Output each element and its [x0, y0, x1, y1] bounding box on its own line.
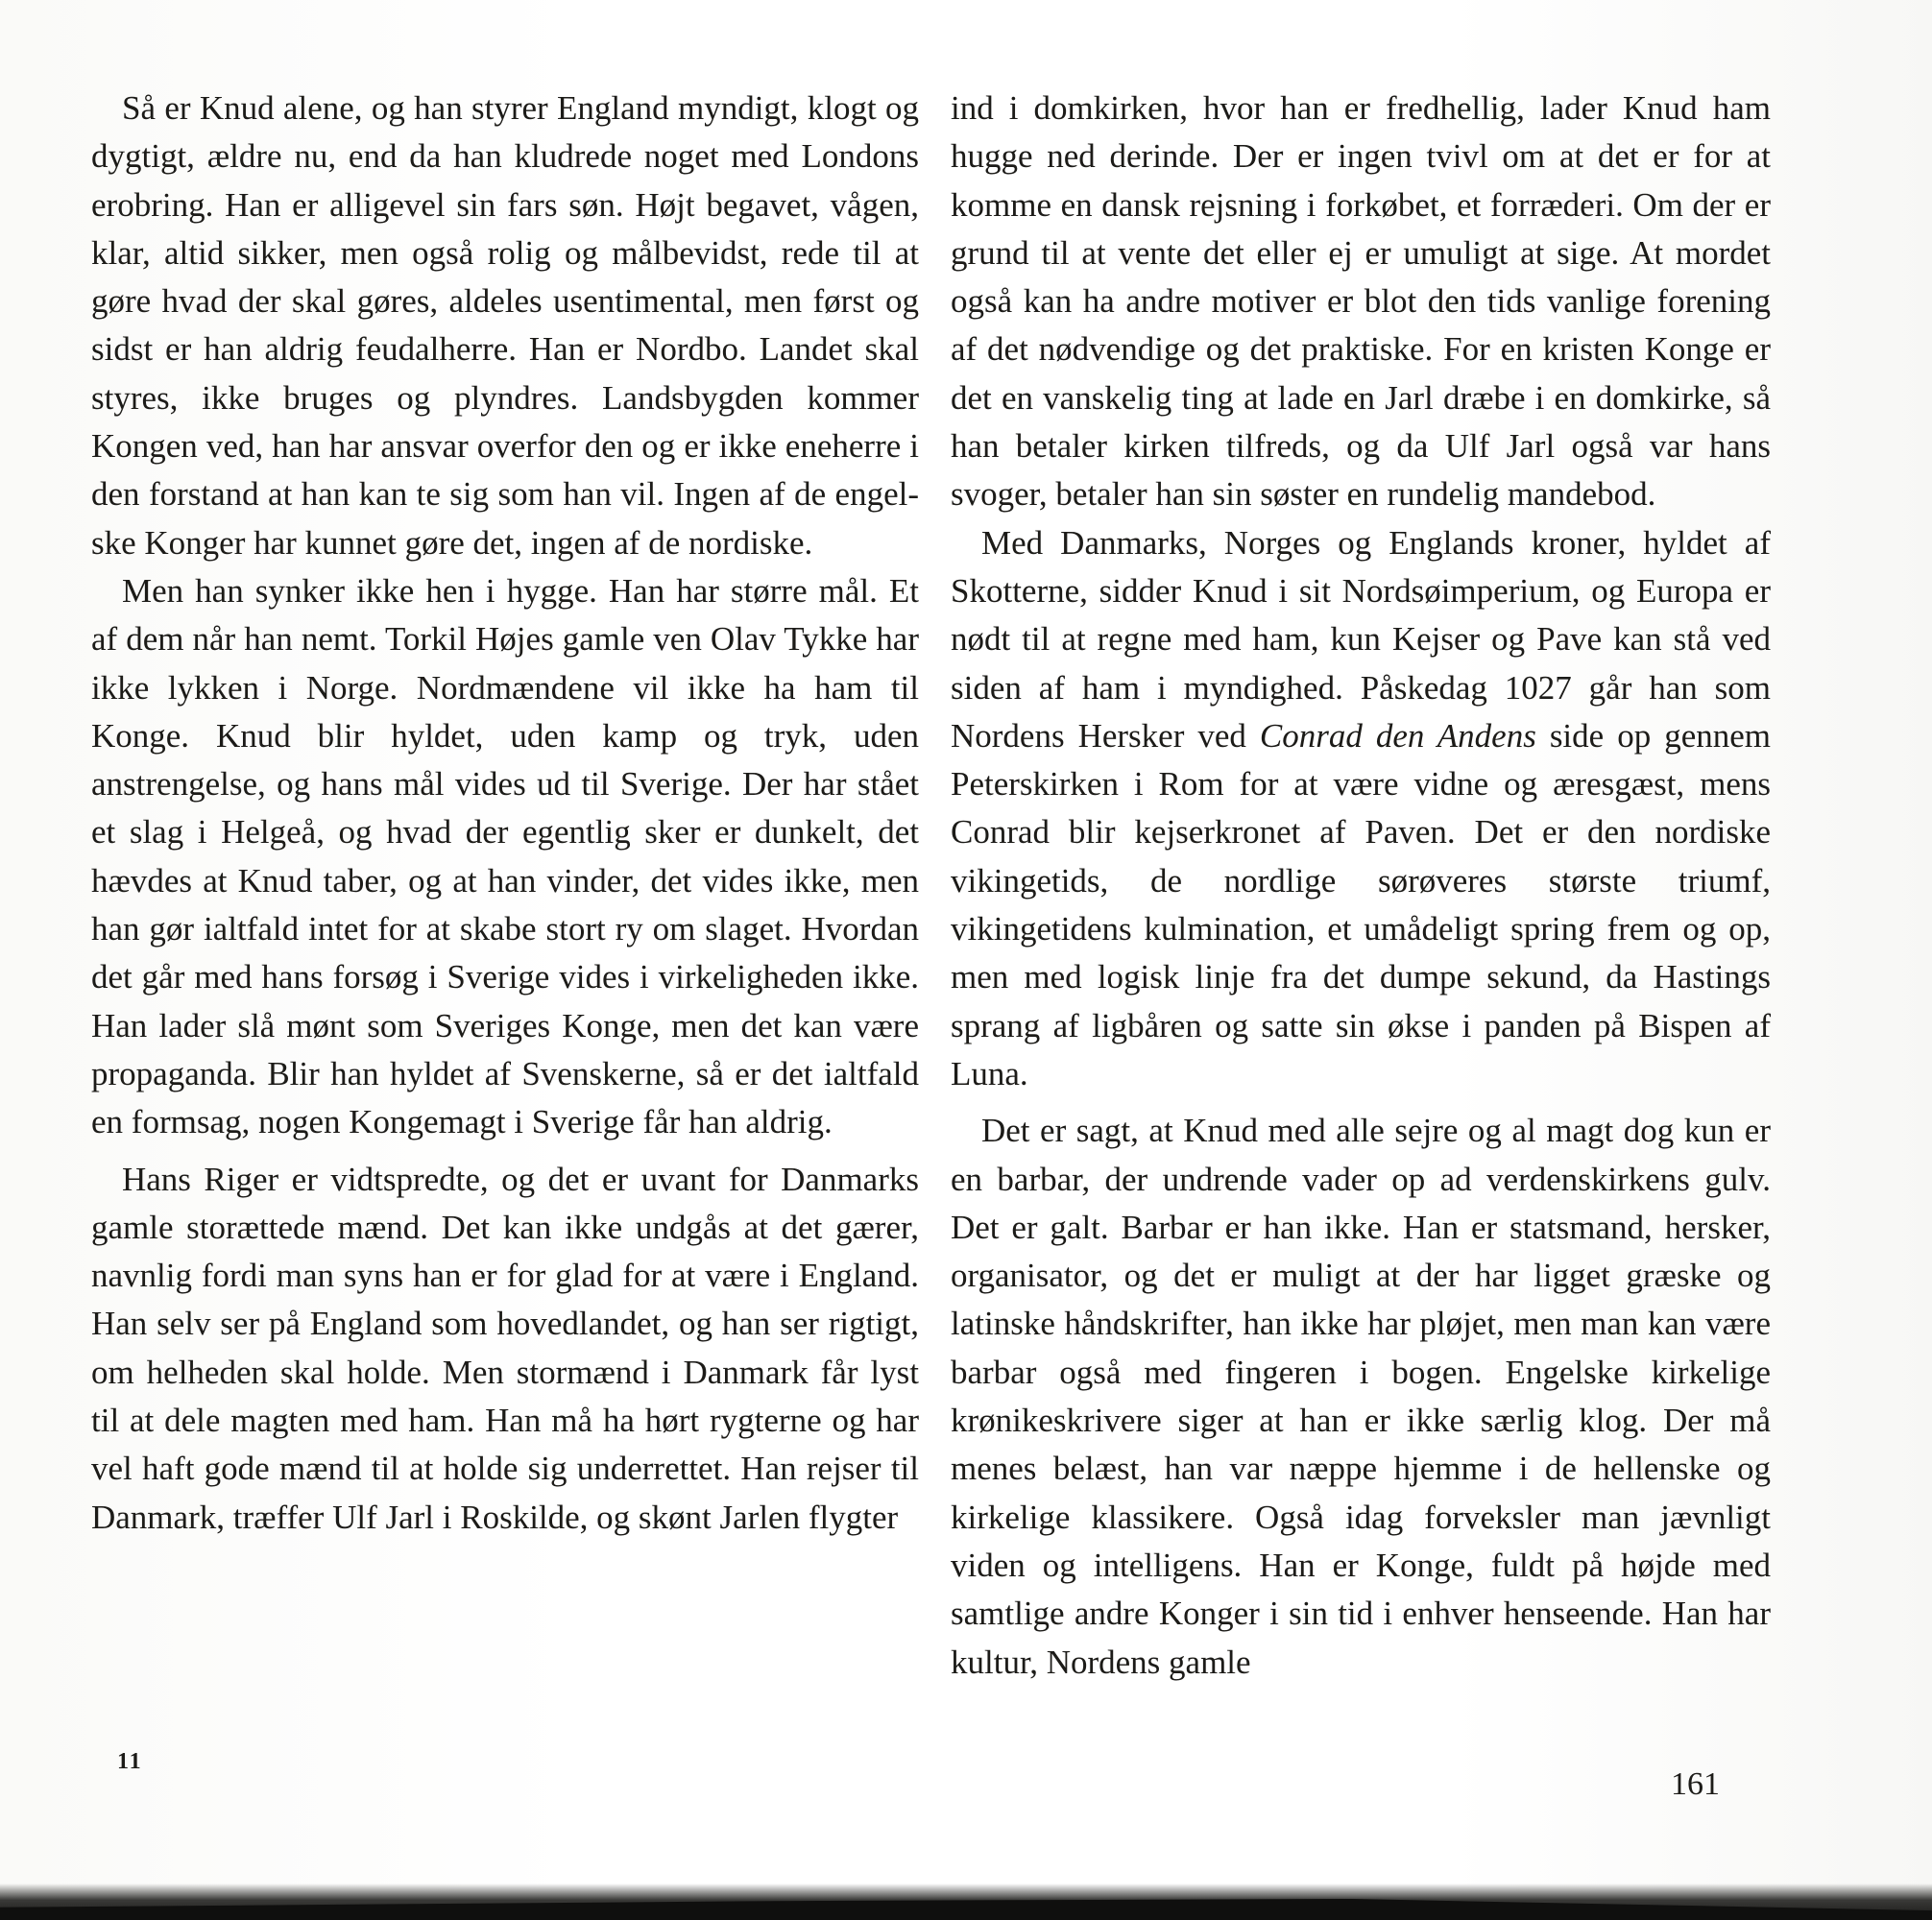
- signature-mark: 11: [117, 1749, 143, 1774]
- italic-name: Conrad den Andens: [1259, 716, 1536, 755]
- right-text-column: [951, 84, 1771, 1687]
- paragraph: Hans Riger er vidtspredte, og det er uvant for Danmarks gamle storættede mænd. Det kan ikke undgås at det gærer, navnlig fordi man syns han er for glad for at være i England. Han selv ser på England som hovedlandet, og han ser rigtigt, om helheden skal holde. Men stormænd i Danmark får lyst til at dele magten med ham. Han må ha hørt rygterne og har vel haft gode mænd til at holde sig underrettet. Han rejser til Danmark, træffer Ulf Jarl i Roskilde, og skønt Jarlen flygter: [91, 1160, 919, 1536]
- paragraph: Så er Knud alene, og han styrer England myndigt, klogt og dygtigt, ældre nu, end da han kludrede noget med Londons erobring. Han er alligevel sin fars søn. Højt begavet, vågen, klar, altid sikker, men også rolig og målbevidst, rede til at gøre hvad der skal gøres, aldeles usentimental, men først og sidst er han aldrig feudalherre. Han er Nordbo. Landet skal styres, ikke bruges og plyndres. Landsbygden kommer Kongen ved, han har ansvar overfor den og er ikke eneherre i den forstand at han kan te sig som han vil. Ingen af de engelske Konger har kunnet gøre det, ingen af de nordiske.: [91, 89, 919, 562]
- paragraph: Men han synker ikke hen i hygge. Han har større mål. Et af dem når han nemt. Torkil Højes gamle ven Olav Tykke har ikke lykken i Norge. Nordmændene vil ikke ha ham til Konge. Knud blir hyldet, uden kamp og tryk, uden anstrengelse, og hans mål vides ud til Sverige. Der har stået et slag i Helgeå, og hvad der egentlig sker er dunkelt, det hævdes at Knud taber, og at han vinder, det vides ikke, men han gør ialtfald intet for at skabe stort ry om slaget. Hvordan det går med hans forsøg i Sverige vides i virkeligheden ikke. Han lader slå mønt som Sveriges Konge, men det kan være propaganda. Blir han hyldet af Svenskerne, så er det ialtfald en formsag, nogen Kongemagt i Sverige får han aldrig.: [91, 571, 919, 1141]
- paragraph: Det er sagt, at Knud med alle sejre og al magt dog kun er en barbar, der undrende vader op ad verdenskirkens gulv. Det er galt. Barbar er han ikke. Han er statsmand, hersker, organisator, og det er muligt at der har ligget græske og latinske håndskrifter, han ikke har pløjet, men man kan være barbar også med fingeren i bogen. Engelske kirkelige krønikeskrivere siger at han er ikke særlig klog. Der må menes belæst, han var næppe hjemme i de hellenske og kirkelige klassikere. Også idag forveksler man jævnligt viden og intelligens. Han er Konge, fuldt på højde med samtlige andre Konger i sin tid i enhver henseende. Han har kultur, Nordens gamle: [951, 1112, 1771, 1681]
- paragraph: ind i domkirken, hvor han er fredhellig, lader Knud ham hugge ned derinde. Der er ingen tvivl om at det er for at komme en dansk rejsning i forkøbet, et forræderi. Om der er grund til at vente det eller ej er umuligt at sige. At mordet også kan ha andre motiver er blot den tids vanlige forening af det nødvendige og det praktiske. For en kristen Konge er det en vanskelig ting at lade en Jarl dræbe i en domkirke, så han betaler kirken tilfreds, og da Ulf Jarl også var hans svoger, betaler han sin søster en rundelig mandebod.: [951, 89, 1771, 514]
- paragraph-text: Med Danmarks, Norges og Englands kroner, hyldet af Skotterne, sidder Knud i sit Nordsøimperium, og Europa er nødt til at regne med ham, kun Kejser og Pave kan stå ved siden af ham i myndighed. Påskedag 1027 går han som Nordens Hersker ved: [951, 523, 1771, 755]
- paragraph: [951, 519, 1771, 1099]
- paragraph-text: side op gennem Peterskirken i Rom for at være vidne og æresgæst, mens Conrad blir kejserkronet af Paven. Det er den nordiske vikingetids, de nordlige sørøveres største triumf, vikingetidens kulmination, et umådeligt spring frem og op, men med logisk linje fra det dumpe sekund, da Hastings sprang af ligbåren og satte sin økse i panden på Bispen af Luna.: [951, 716, 1771, 1092]
- left-text-column: [91, 84, 919, 1542]
- page-number: 161: [1671, 1766, 1720, 1802]
